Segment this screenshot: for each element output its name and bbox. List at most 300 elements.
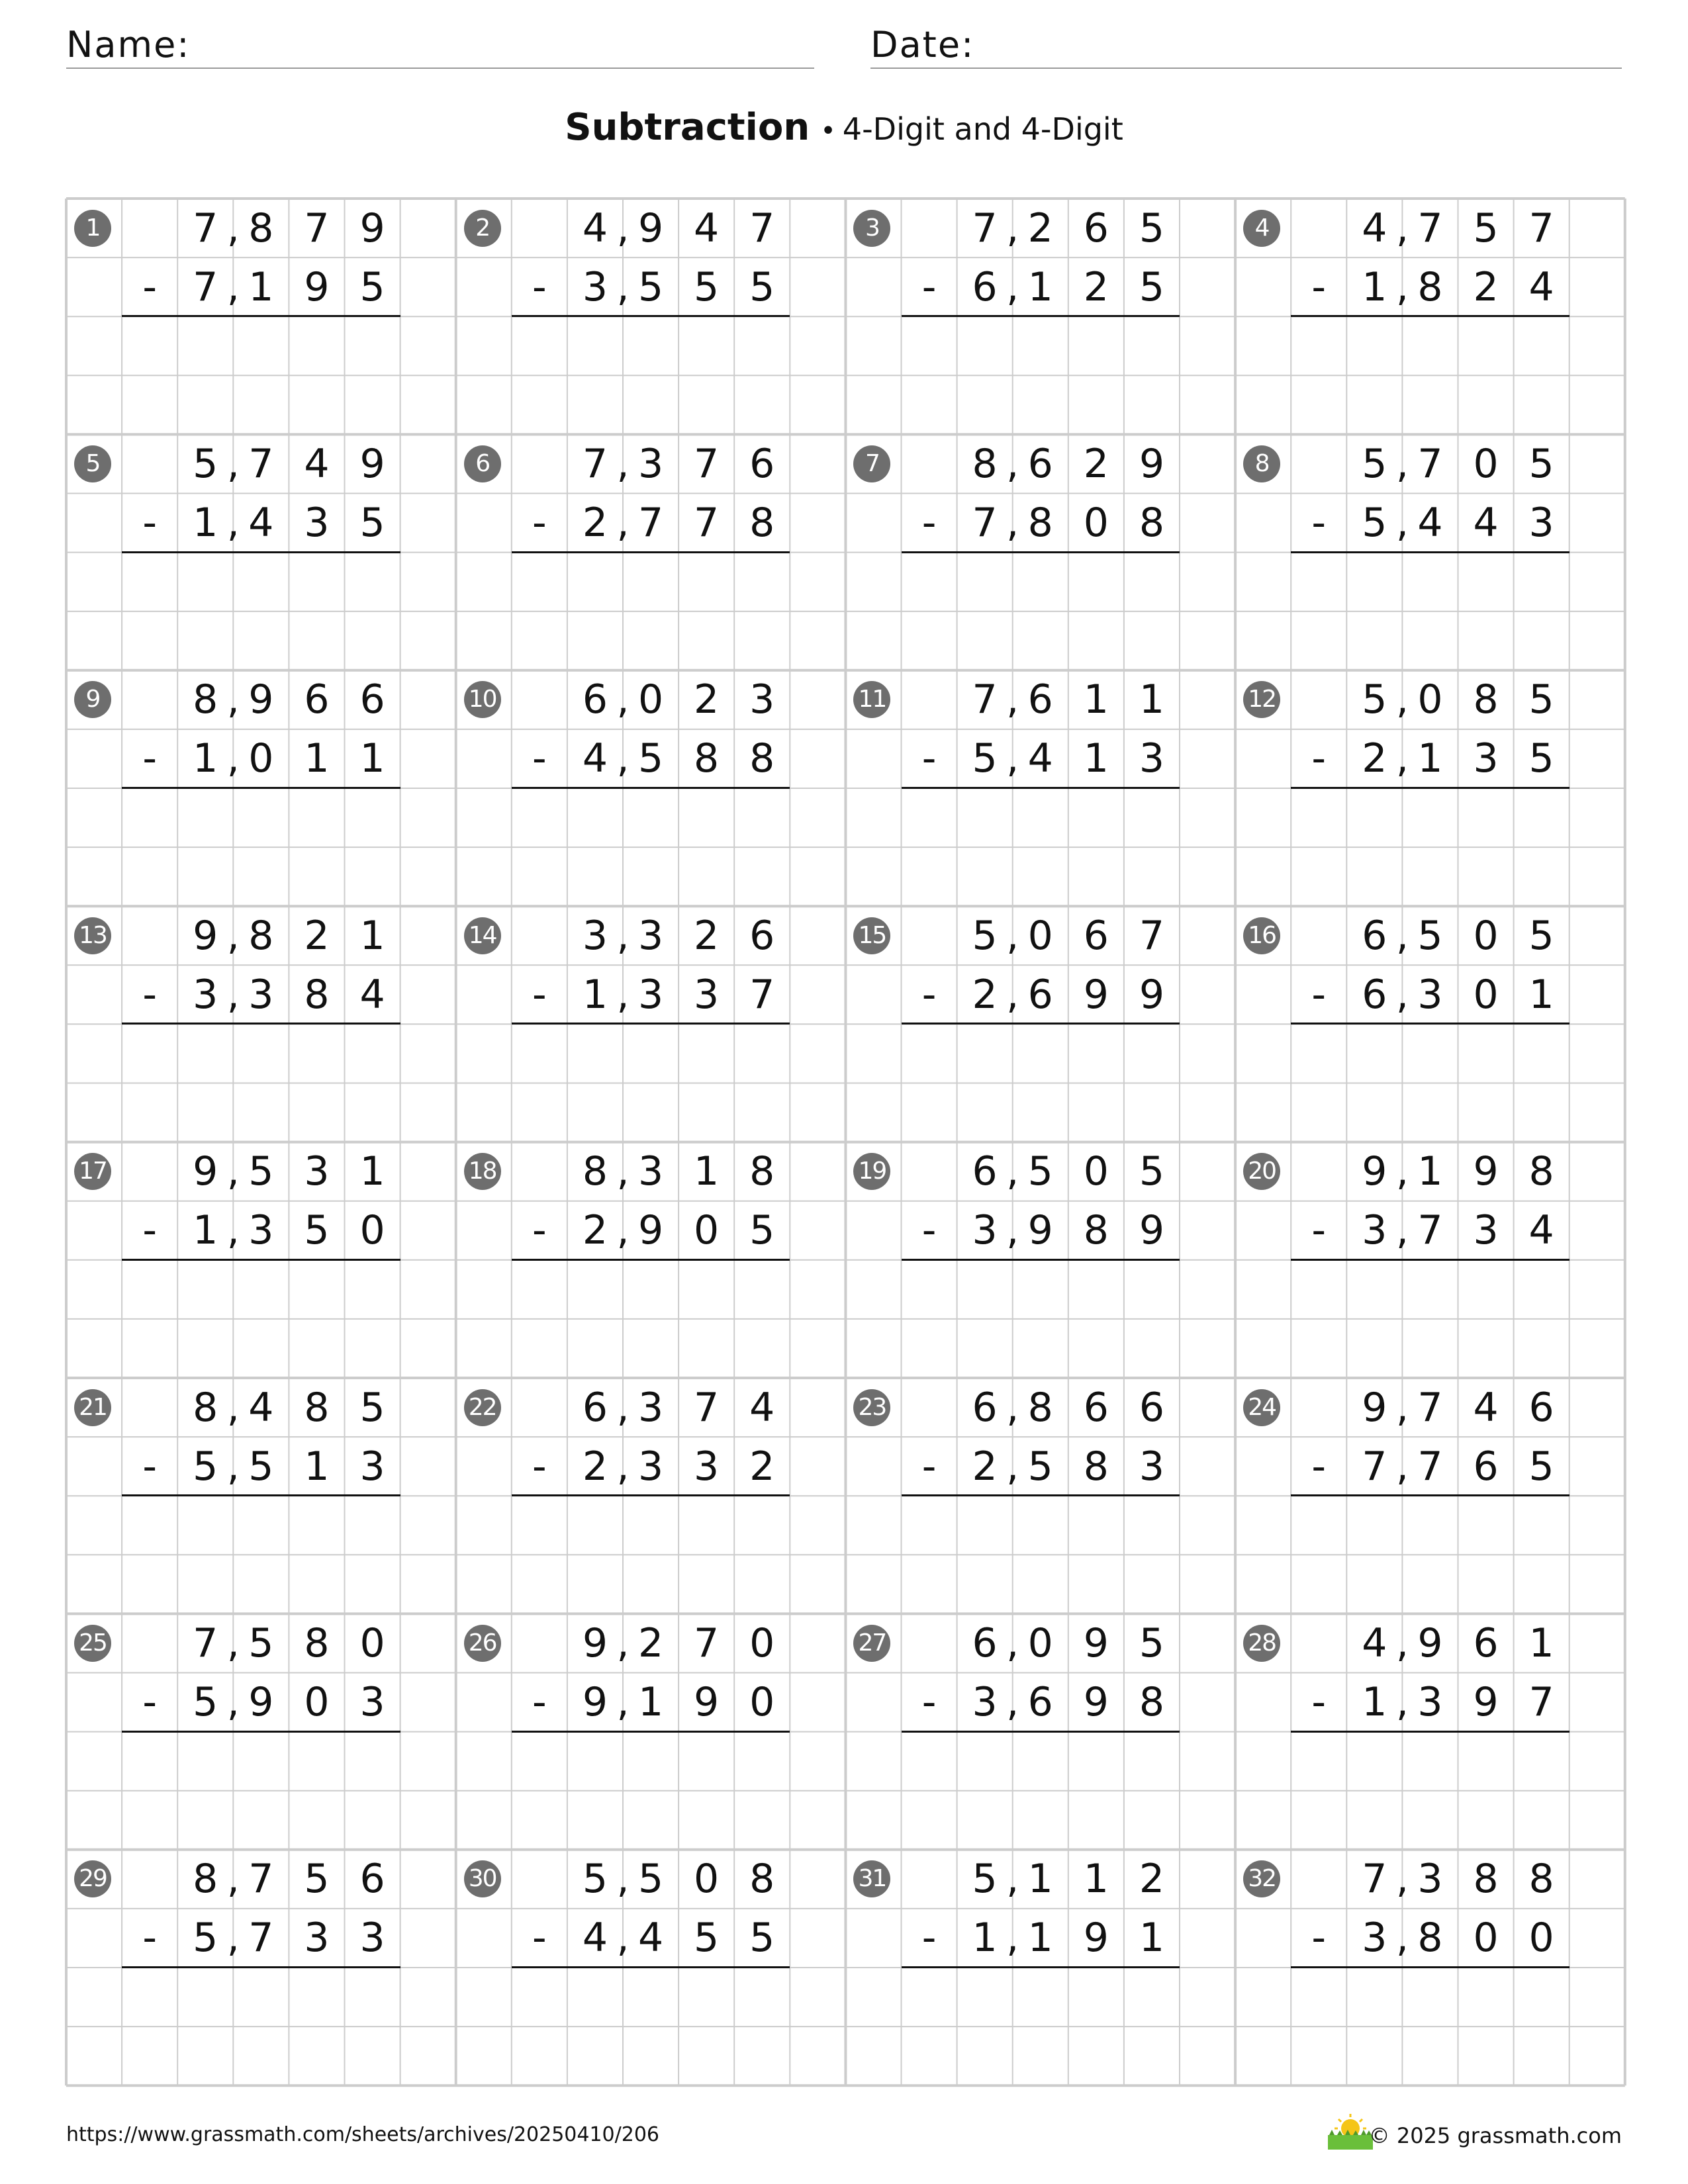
- subtrahend-digit: 3: [582, 263, 608, 310]
- subtrahend-digit: 8: [1139, 500, 1165, 547]
- subtrahend-digit: 0: [749, 1679, 775, 1726]
- subtrahend-comma: ,: [616, 1207, 630, 1254]
- minuend-comma: ,: [616, 1148, 630, 1195]
- title-sub: 4-Digit and 4-Digit: [842, 111, 1123, 147]
- subtrahend-comma: ,: [1006, 1207, 1019, 1254]
- subtrahend-digit: 1: [304, 735, 330, 782]
- subtrahend-digit: 0: [248, 735, 274, 782]
- problem-number-badge: 3: [853, 210, 890, 247]
- subtrahend-digit: 0: [359, 1207, 385, 1254]
- subtrahend-comma: ,: [616, 971, 630, 1018]
- minus-sign: -: [142, 1915, 157, 1962]
- minuend-digit: 0: [1417, 676, 1443, 723]
- minuend-digit: 1: [1528, 1619, 1554, 1666]
- minuend-digit: 4: [1362, 205, 1387, 251]
- minuend-digit: 8: [749, 1856, 775, 1903]
- minuend-digit: 9: [359, 440, 385, 487]
- answer-line: [902, 315, 1180, 317]
- subtrahend-comma: ,: [226, 735, 240, 782]
- problem-number-badge: 1: [74, 210, 111, 247]
- subtrahend-digit: 2: [749, 1443, 775, 1490]
- minus-sign: -: [532, 1679, 547, 1726]
- answer-line: [122, 1023, 400, 1024]
- minuend-comma: ,: [226, 1148, 240, 1195]
- problem-number-badge: 31: [853, 1860, 890, 1897]
- answer-line: [512, 1731, 790, 1733]
- subtrahend-digit: 9: [637, 1207, 664, 1254]
- minuend-comma: ,: [226, 912, 240, 959]
- minuend-digit: 7: [972, 676, 998, 723]
- minus-sign: -: [142, 1679, 157, 1726]
- subtrahend-digit: 3: [1528, 500, 1554, 547]
- subtrahend-digit: 2: [582, 500, 608, 547]
- problem-number-badge: 25: [74, 1625, 111, 1662]
- minuend-comma: ,: [1395, 676, 1409, 723]
- answer-line: [512, 787, 790, 789]
- subtrahend-digit: 5: [749, 1207, 775, 1254]
- subtrahend-comma: ,: [226, 500, 240, 547]
- minuend-digit: 0: [1473, 440, 1499, 487]
- subtrahend-digit: 3: [304, 500, 330, 547]
- problem-number-badge: 17: [74, 1153, 111, 1190]
- problem-number-badge: 11: [853, 681, 890, 718]
- minuend-digit: 7: [694, 1619, 720, 1666]
- minuend-digit: 8: [304, 1619, 330, 1666]
- problem-number-badge: 20: [1243, 1153, 1280, 1190]
- minus-sign: -: [532, 263, 547, 310]
- minuend-digit: 2: [1027, 205, 1053, 251]
- minus-sign: -: [142, 1207, 157, 1254]
- problem-number-badge: 2: [464, 210, 501, 247]
- minuend-digit: 7: [304, 205, 330, 251]
- minus-sign: -: [532, 1207, 547, 1254]
- problem-number-badge: 29: [74, 1860, 111, 1897]
- subtrahend-digit: 4: [582, 1915, 608, 1962]
- subtrahend-digit: 1: [1362, 263, 1387, 310]
- minuend-digit: 3: [1417, 1856, 1443, 1903]
- minus-sign: -: [1311, 500, 1327, 547]
- subtrahend-comma: ,: [1395, 1915, 1409, 1962]
- minuend-digit: 6: [1083, 205, 1109, 251]
- subtrahend-digit: 9: [1083, 1915, 1109, 1962]
- minuend-comma: ,: [1006, 1619, 1019, 1666]
- minuend-digit: 7: [248, 440, 274, 487]
- minuend-digit: 7: [193, 1619, 218, 1666]
- minuend-digit: 5: [1528, 912, 1554, 959]
- subtrahend-digit: 8: [749, 500, 775, 547]
- subtrahend-digit: 0: [304, 1679, 330, 1726]
- problem-number-badge: 22: [464, 1389, 501, 1426]
- minuend-digit: 9: [193, 1148, 218, 1195]
- subtrahend-digit: 5: [749, 263, 775, 310]
- minuend-digit: 3: [749, 676, 775, 723]
- minuend-digit: 9: [582, 1619, 608, 1666]
- minuend-comma: ,: [1395, 1619, 1409, 1666]
- minuend-digit: 6: [1027, 440, 1053, 487]
- subtrahend-digit: 0: [1473, 1915, 1499, 1962]
- minuend-digit: 9: [1139, 440, 1165, 487]
- answer-line: [122, 315, 400, 317]
- subtrahend-digit: 5: [694, 263, 720, 310]
- date-label: Date:: [870, 24, 975, 66]
- answer-line: [512, 1259, 790, 1261]
- minuend-digit: 4: [304, 440, 330, 487]
- subtrahend-digit: 9: [1139, 1207, 1165, 1254]
- subtrahend-digit: 7: [248, 1915, 274, 1962]
- minuend-digit: 8: [304, 1384, 330, 1431]
- minuend-digit: 7: [1362, 1856, 1387, 1903]
- minuend-digit: 6: [1473, 1619, 1499, 1666]
- subtrahend-digit: 9: [582, 1679, 608, 1726]
- subtrahend-digit: 3: [359, 1915, 385, 1962]
- minus-sign: -: [1311, 1207, 1327, 1254]
- subtrahend-digit: 9: [1027, 1207, 1053, 1254]
- minuend-digit: 2: [694, 676, 720, 723]
- subtrahend-digit: 0: [1528, 1915, 1554, 1962]
- subtrahend-digit: 1: [1083, 735, 1109, 782]
- minuend-digit: 6: [582, 1384, 608, 1431]
- minuend-digit: 9: [359, 205, 385, 251]
- minuend-digit: 8: [1027, 1384, 1053, 1431]
- subtrahend-digit: 8: [749, 735, 775, 782]
- minuend-digit: 8: [193, 1384, 218, 1431]
- minuend-digit: 5: [972, 1856, 998, 1903]
- problem-number-badge: 8: [1243, 445, 1280, 482]
- answer-line: [122, 551, 400, 553]
- problem-number-badge: 21: [74, 1389, 111, 1426]
- subtrahend-digit: 3: [972, 1679, 998, 1726]
- subtrahend-comma: ,: [1395, 735, 1409, 782]
- minuend-comma: ,: [616, 676, 630, 723]
- minus-sign: -: [1311, 1915, 1327, 1962]
- minuend-digit: 6: [304, 676, 330, 723]
- minuend-comma: ,: [1006, 440, 1019, 487]
- minuend-comma: ,: [1395, 1148, 1409, 1195]
- minuend-digit: 9: [637, 205, 664, 251]
- minuend-comma: ,: [1395, 440, 1409, 487]
- minuend-digit: 8: [193, 1856, 218, 1903]
- subtrahend-digit: 1: [972, 1915, 998, 1962]
- subtrahend-digit: 7: [1417, 1443, 1443, 1490]
- subtrahend-digit: 2: [1473, 263, 1499, 310]
- minuend-digit: 9: [1417, 1619, 1443, 1666]
- minuend-digit: 4: [1473, 1384, 1499, 1431]
- minuend-digit: 5: [1139, 1619, 1165, 1666]
- minuend-comma: ,: [1395, 1384, 1409, 1431]
- footer-url: https://www.grassmath.com/sheets/archives/20250410/206: [66, 2123, 660, 2146]
- problem-number-badge: 14: [464, 917, 501, 954]
- subtrahend-digit: 0: [1083, 500, 1109, 547]
- minus-sign: -: [921, 1679, 937, 1726]
- subtrahend-digit: 8: [1083, 1443, 1109, 1490]
- subtrahend-comma: ,: [616, 1443, 630, 1490]
- subtrahend-digit: 1: [193, 735, 218, 782]
- problem-number-badge: 19: [853, 1153, 890, 1190]
- subtrahend-comma: ,: [1395, 1207, 1409, 1254]
- minuend-digit: 4: [1362, 1619, 1387, 1666]
- minuend-digit: 2: [304, 912, 330, 959]
- minuend-digit: 5: [1139, 205, 1165, 251]
- subtrahend-digit: 1: [193, 1207, 218, 1254]
- minuend-comma: ,: [1006, 676, 1019, 723]
- subtrahend-comma: ,: [616, 263, 630, 310]
- subtrahend-comma: ,: [1395, 971, 1409, 1018]
- subtrahend-digit: 6: [1362, 971, 1387, 1018]
- subtrahend-digit: 5: [248, 1443, 274, 1490]
- subtrahend-digit: 1: [1027, 263, 1053, 310]
- subtrahend-digit: 8: [1139, 1679, 1165, 1726]
- minuend-digit: 6: [1027, 676, 1053, 723]
- minuend-comma: ,: [1395, 1856, 1409, 1903]
- minuend-digit: 6: [1083, 1384, 1109, 1431]
- problem-number-badge: 5: [74, 445, 111, 482]
- minus-sign: -: [532, 1915, 547, 1962]
- subtrahend-comma: ,: [1395, 1679, 1409, 1726]
- minuend-digit: 0: [1027, 912, 1053, 959]
- subtrahend-digit: 3: [694, 971, 720, 1018]
- minuend-digit: 6: [1139, 1384, 1165, 1431]
- minuend-comma: ,: [226, 676, 240, 723]
- subtrahend-comma: ,: [226, 1679, 240, 1726]
- minuend-digit: 1: [359, 912, 385, 959]
- minuend-comma: ,: [1395, 912, 1409, 959]
- subtrahend-digit: 5: [1528, 735, 1554, 782]
- subtrahend-digit: 9: [304, 263, 330, 310]
- subtrahend-digit: 3: [637, 971, 664, 1018]
- problem-number-badge: 9: [74, 681, 111, 718]
- minuend-digit: 3: [637, 1148, 664, 1195]
- minuend-comma: ,: [226, 1856, 240, 1903]
- answer-line: [1291, 1731, 1570, 1733]
- subtrahend-digit: 3: [1139, 1443, 1165, 1490]
- subtrahend-digit: 3: [1473, 1207, 1499, 1254]
- answer-line: [122, 1259, 400, 1261]
- subtrahend-comma: ,: [226, 1915, 240, 1962]
- minuend-digit: 6: [1528, 1384, 1554, 1431]
- problem-number-badge: 7: [853, 445, 890, 482]
- answer-line: [1291, 1259, 1570, 1261]
- minuend-digit: 1: [1083, 1856, 1109, 1903]
- minuend-digit: 0: [637, 676, 664, 723]
- minuend-digit: 1: [1083, 676, 1109, 723]
- subtrahend-digit: 6: [1027, 971, 1053, 1018]
- problem-number-badge: 15: [853, 917, 890, 954]
- minus-sign: -: [1311, 735, 1327, 782]
- subtrahend-digit: 8: [1417, 1915, 1443, 1962]
- minuend-comma: ,: [616, 1856, 630, 1903]
- subtrahend-digit: 5: [637, 263, 664, 310]
- minuend-comma: ,: [1006, 912, 1019, 959]
- minuend-digit: 5: [1027, 1148, 1053, 1195]
- subtrahend-digit: 8: [1083, 1207, 1109, 1254]
- subtrahend-comma: ,: [616, 1915, 630, 1962]
- subtrahend-comma: ,: [1006, 500, 1019, 547]
- subtrahend-digit: 6: [1473, 1443, 1499, 1490]
- problem-number-badge: 30: [464, 1860, 501, 1897]
- minuend-comma: ,: [1395, 205, 1409, 251]
- answer-line: [122, 787, 400, 789]
- answer-line: [902, 1023, 1180, 1024]
- minuend-digit: 0: [1083, 1148, 1109, 1195]
- subtrahend-digit: 8: [304, 971, 330, 1018]
- answer-line: [1291, 315, 1570, 317]
- problem-number-badge: 10: [464, 681, 501, 718]
- subtrahend-digit: 1: [304, 1443, 330, 1490]
- subtrahend-digit: 4: [582, 735, 608, 782]
- minuend-digit: 5: [582, 1856, 608, 1903]
- minuend-digit: 9: [248, 676, 274, 723]
- subtrahend-comma: ,: [1006, 1915, 1019, 1962]
- subtrahend-digit: 5: [1027, 1443, 1053, 1490]
- minuend-digit: 1: [1027, 1856, 1053, 1903]
- subtrahend-digit: 3: [248, 971, 274, 1018]
- minuend-digit: 9: [193, 912, 218, 959]
- minuend-digit: 3: [582, 912, 608, 959]
- subtrahend-digit: 5: [193, 1915, 218, 1962]
- footer-copyright: © 2025 grassmath.com: [1368, 2123, 1622, 2148]
- answer-line: [902, 787, 1180, 789]
- minuend-digit: 6: [359, 676, 385, 723]
- subtrahend-digit: 3: [1417, 1679, 1443, 1726]
- minuend-digit: 6: [972, 1619, 998, 1666]
- minuend-digit: 5: [248, 1148, 274, 1195]
- minuend-comma: ,: [616, 1619, 630, 1666]
- subtrahend-digit: 8: [1417, 263, 1443, 310]
- problem-number-badge: 4: [1243, 210, 1280, 247]
- minus-sign: -: [1311, 971, 1327, 1018]
- problem-number-badge: 26: [464, 1625, 501, 1662]
- subtrahend-digit: 5: [1139, 263, 1165, 310]
- answer-line: [902, 1494, 1180, 1496]
- problem-number-badge: 18: [464, 1153, 501, 1190]
- subtrahend-digit: 1: [1139, 1915, 1165, 1962]
- subtrahend-digit: 5: [972, 735, 998, 782]
- subtrahend-comma: ,: [1006, 971, 1019, 1018]
- subtrahend-digit: 2: [972, 971, 998, 1018]
- problem-number-badge: 16: [1243, 917, 1280, 954]
- minuend-digit: 7: [248, 1856, 274, 1903]
- subtrahend-digit: 1: [359, 735, 385, 782]
- minus-sign: -: [532, 1443, 547, 1490]
- minuend-digit: 2: [1083, 440, 1109, 487]
- minuend-digit: 9: [1083, 1619, 1109, 1666]
- minuend-digit: 3: [637, 912, 664, 959]
- minuend-digit: 5: [248, 1619, 274, 1666]
- subtrahend-digit: 3: [1473, 735, 1499, 782]
- subtrahend-digit: 9: [1083, 1679, 1109, 1726]
- subtrahend-digit: 3: [694, 1443, 720, 1490]
- minus-sign: -: [921, 735, 937, 782]
- answer-line: [122, 1731, 400, 1733]
- problem-number-badge: 13: [74, 917, 111, 954]
- minuend-digit: 9: [1362, 1148, 1387, 1195]
- minus-sign: -: [532, 735, 547, 782]
- subtrahend-digit: 8: [694, 735, 720, 782]
- minuend-digit: 7: [1417, 1384, 1443, 1431]
- minuend-digit: 9: [1473, 1148, 1499, 1195]
- subtrahend-digit: 5: [749, 1915, 775, 1962]
- answer-line: [1291, 787, 1570, 789]
- subtrahend-digit: 3: [304, 1915, 330, 1962]
- subtrahend-digit: 7: [193, 263, 218, 310]
- minuend-digit: 1: [359, 1148, 385, 1195]
- minuend-digit: 0: [694, 1856, 720, 1903]
- answer-line: [1291, 1494, 1570, 1496]
- subtrahend-comma: ,: [1395, 263, 1409, 310]
- subtrahend-digit: 7: [749, 971, 775, 1018]
- minuend-digit: 7: [1528, 205, 1554, 251]
- minuend-digit: 5: [637, 1856, 664, 1903]
- minuend-digit: 3: [304, 1148, 330, 1195]
- subtrahend-digit: 2: [582, 1207, 608, 1254]
- minus-sign: -: [921, 1207, 937, 1254]
- answer-line: [902, 1966, 1180, 1968]
- minuend-digit: 5: [1362, 440, 1387, 487]
- answer-line: [512, 315, 790, 317]
- minuend-digit: 1: [1417, 1148, 1443, 1195]
- subtrahend-digit: 7: [972, 500, 998, 547]
- minuend-digit: 8: [1473, 676, 1499, 723]
- minuend-digit: 7: [1139, 912, 1165, 959]
- subtrahend-digit: 9: [694, 1679, 720, 1726]
- minuend-digit: 4: [749, 1384, 775, 1431]
- minuend-comma: ,: [616, 440, 630, 487]
- minuend-comma: ,: [226, 205, 240, 251]
- problem-number-badge: 23: [853, 1389, 890, 1426]
- problem-number-badge: 32: [1243, 1860, 1280, 1897]
- subtrahend-digit: 4: [1473, 500, 1499, 547]
- subtrahend-digit: 4: [637, 1915, 664, 1962]
- subtrahend-digit: 5: [359, 263, 385, 310]
- minuend-comma: ,: [1006, 1384, 1019, 1431]
- minuend-digit: 5: [359, 1384, 385, 1431]
- minuend-digit: 7: [694, 440, 720, 487]
- subtrahend-digit: 3: [359, 1443, 385, 1490]
- subtrahend-digit: 5: [694, 1915, 720, 1962]
- minuend-digit: 9: [1362, 1384, 1387, 1431]
- subtrahend-digit: 5: [304, 1207, 330, 1254]
- minuend-digit: 0: [1473, 912, 1499, 959]
- subtrahend-digit: 3: [248, 1207, 274, 1254]
- problem-number-badge: 6: [464, 445, 501, 482]
- subtrahend-comma: ,: [616, 500, 630, 547]
- answer-line: [512, 1494, 790, 1496]
- minus-sign: -: [532, 971, 547, 1018]
- minuend-digit: 8: [582, 1148, 608, 1195]
- answer-line: [122, 1966, 400, 1968]
- minuend-digit: 4: [582, 205, 608, 251]
- subtrahend-digit: 1: [1528, 971, 1554, 1018]
- subtrahend-digit: 3: [972, 1207, 998, 1254]
- subtrahend-digit: 3: [359, 1679, 385, 1726]
- minuend-digit: 3: [637, 1384, 664, 1431]
- minuend-digit: 6: [749, 440, 775, 487]
- subtrahend-comma: ,: [226, 1443, 240, 1490]
- subtrahend-digit: 1: [1417, 735, 1443, 782]
- minuend-digit: 5: [1417, 912, 1443, 959]
- subtrahend-comma: ,: [1006, 263, 1019, 310]
- minuend-digit: 6: [582, 676, 608, 723]
- subtrahend-comma: ,: [1395, 500, 1409, 547]
- subtrahend-comma: ,: [1006, 735, 1019, 782]
- name-label: Name:: [66, 24, 191, 66]
- minuend-comma: ,: [226, 1384, 240, 1431]
- subtrahend-digit: 8: [1027, 500, 1053, 547]
- answer-line: [512, 1023, 790, 1024]
- answer-line: [902, 551, 1180, 553]
- answer-line: [902, 1731, 1180, 1733]
- minus-sign: -: [921, 500, 937, 547]
